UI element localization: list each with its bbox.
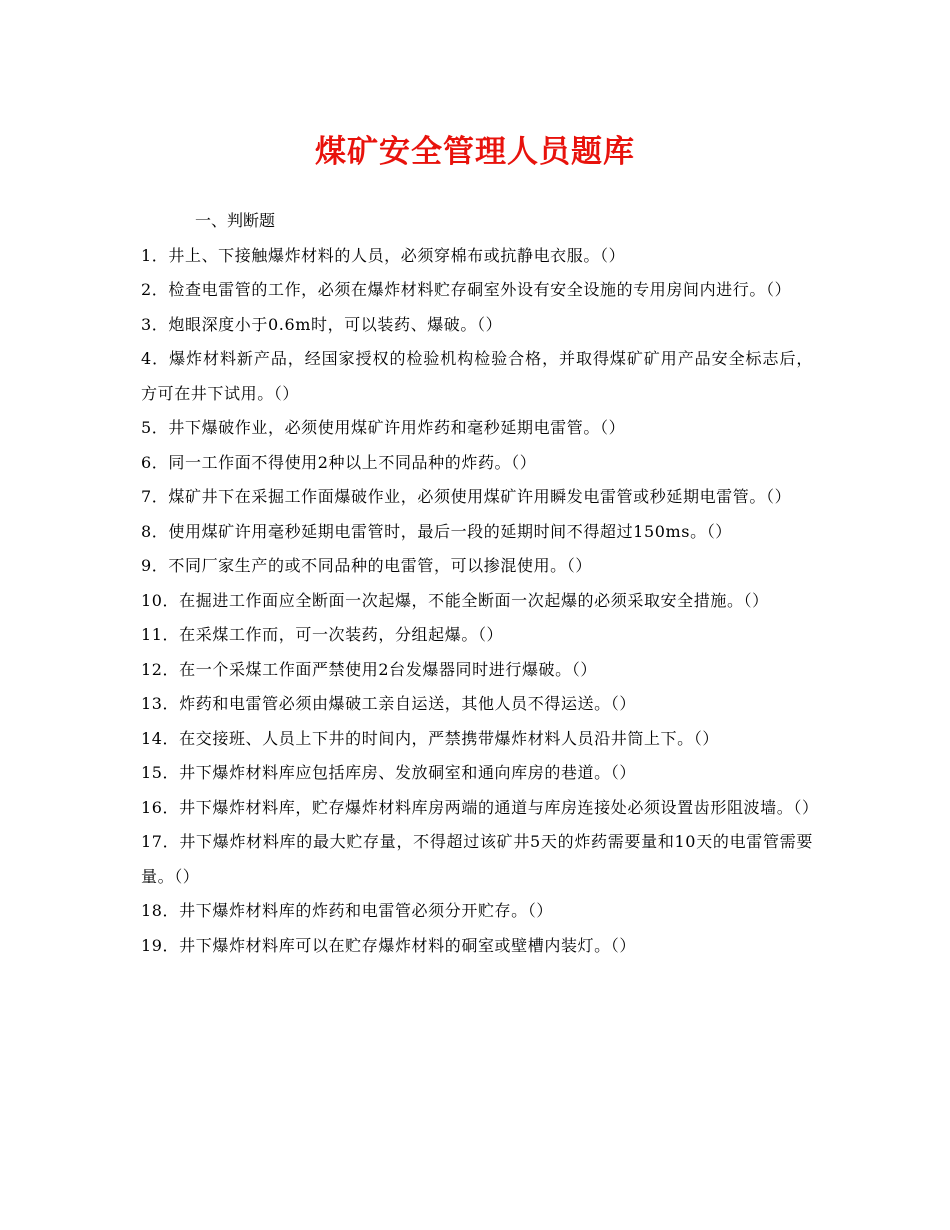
page-title: 煤矿安全管理人员题库 bbox=[315, 134, 635, 170]
question-item: 17．井下爆炸材料库的最大贮存量，不得超过该矿井5天的炸药需要量和10天的电雷管需要量。（） bbox=[141, 832, 813, 886]
document-body bbox=[141, 204, 819, 963]
question-item: 4．爆炸材料新产品，经国家授权的检验机构检验合格，并取得煤矿矿用产品安全标志后，方可在井下试用。（） bbox=[141, 349, 813, 403]
question-item: 7．煤矿井下在采掘工作面爆破作业，必须使用煤矿许用瞬发电雷管或秒延期电雷管。（） bbox=[141, 487, 792, 506]
question-item: 14．在交接班、人员上下井的时间内，严禁携带爆炸材料人员沿井筒上下。（） bbox=[141, 728, 719, 748]
question-item: 19．井下爆炸材料库可以在贮存爆炸材料的硐室或壁槽内装灯。（） bbox=[141, 935, 636, 955]
question-item: 15．井下爆炸材料库应包括库房、发放硐室和通向库房的巷道。（） bbox=[141, 763, 636, 782]
question-item: 10．在掘进工作面应全断面一次起爆，不能全断面一次起爆的必须采取安全措施。（） bbox=[141, 590, 769, 610]
question-item: 9．不同厂家生产的或不同品种的电雷管，可以掺混使用。（） bbox=[141, 556, 592, 575]
section-heading: 一、判断题 bbox=[195, 211, 276, 230]
question-item: 1．井上、下接触爆炸材料的人员，必须穿棉布或抗静电衣服。（） bbox=[141, 245, 626, 265]
question-item: 18．井下爆炸材料库的炸药和电雷管必须分开贮存。（） bbox=[141, 901, 553, 920]
question-item: 12．在一个采煤工作面严禁使用2台发爆器同时进行爆破。（） bbox=[141, 659, 597, 679]
question-item: 8．使用煤矿许用毫秒延期电雷管时，最后一段的延期时间不得超过150ms。（） bbox=[141, 521, 732, 541]
question-list bbox=[141, 239, 819, 964]
question-item: 3．炮眼深度小于0.6m时，可以装药、爆破。（） bbox=[141, 314, 503, 334]
question-item: 13．炸药和电雷管必须由爆破工亲自运送，其他人员不得运送。（） bbox=[141, 694, 636, 713]
question-item: 16．井下爆炸材料库，贮存爆炸材料库房两端的通道与库房连接处必须设置齿形阻波墙。（） bbox=[141, 797, 819, 817]
question-item: 6．同一工作面不得使用2种以上不同品种的炸药。（） bbox=[141, 452, 537, 472]
question-item: 11．在采煤工作而，可一次装药，分组起爆。（） bbox=[141, 625, 504, 644]
question-item: 2．检查电雷管的工作，必须在爆炸材料贮存硐室外设有安全设施的专用房间内进行。（） bbox=[141, 280, 792, 299]
question-item: 5．井下爆破作业，必须使用煤矿许用炸药和毫秒延期电雷管。（） bbox=[141, 418, 626, 437]
